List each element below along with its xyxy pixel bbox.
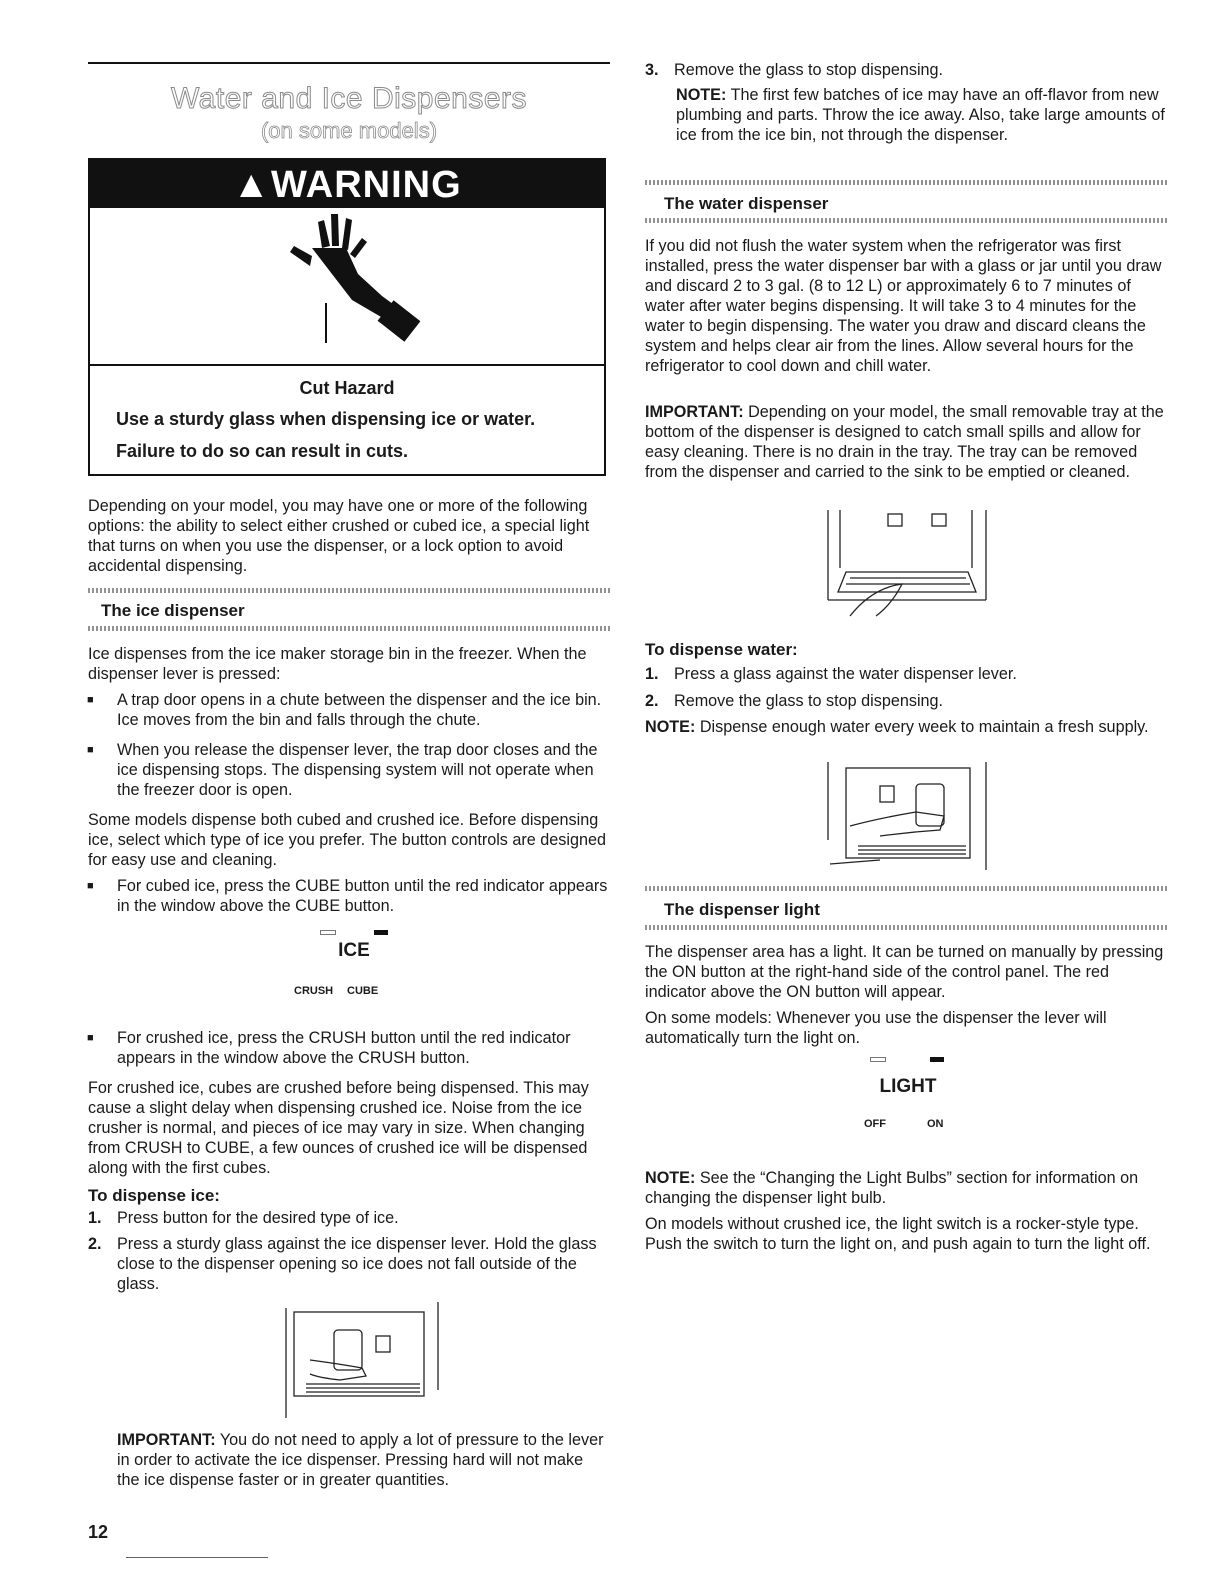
page-number: 12 <box>88 1522 109 1542</box>
warning-box <box>88 158 606 476</box>
step-text: Press a glass against the water dispenser lever. <box>674 665 1017 683</box>
note-3 <box>645 1168 1168 1208</box>
ice-paragraph-3: For crushed ice, cubes are crushed before being dispensed. This may cause a slight delay when dispensing crushed ice. Noise from the ice crusher is normal, and pieces of ice may vary in size. When changing from CRUSH to CUBE, a few ounces of crushed ice will be dispensed along with the first cubes. <box>88 1079 589 1177</box>
note-text: Dispense enough water every week to maintain a fresh supply. <box>695 718 1149 736</box>
dispense-water-heading: To dispense water: <box>645 640 798 659</box>
crush-button[interactable]: CRUSH <box>294 985 334 997</box>
page-title: Water and Ice Dispensers <box>170 82 528 115</box>
light-paragraph-3: On models without crushed ice, the light switch is a rocker-style type. Push the switch to turn the light on, and push again to turn the light off. <box>645 1215 1151 1253</box>
off-button[interactable]: OFF <box>864 1118 886 1130</box>
footer-link-line <box>126 1557 268 1558</box>
note-1 <box>676 85 1166 145</box>
on-indicator <box>930 1057 944 1062</box>
step-number: 3. <box>645 61 659 79</box>
cube-indicator <box>374 930 388 935</box>
water-dispenser-illustration <box>820 760 992 872</box>
step-item <box>88 1208 610 1228</box>
step-item <box>645 664 1197 684</box>
step-text: Remove the glass to stop dispensing. <box>674 692 944 710</box>
warning-line-2: Failure to do so can result in cuts. <box>116 441 409 461</box>
page-subtitle: (on some models) <box>260 118 438 143</box>
list-item: ■ For cubed ice, press the CUBE button until the red indicator appears in the window above the CUBE button. <box>88 876 610 916</box>
important-note-left <box>117 1430 607 1490</box>
ice-paragraph-1: Ice dispenses from the ice maker storage bin in the freezer. When the dispenser lever is pressed: <box>88 645 587 683</box>
step-item <box>88 1234 610 1294</box>
step-number: 1. <box>645 665 659 683</box>
section-divider <box>645 886 1168 891</box>
list-item: ■ For crushed ice, press the CRUSH button until the red indicator appears in the window above the CRUSH button. <box>88 1028 610 1068</box>
important-text: Depending on your model, the small removable tray at the bottom of the dispenser is designed to catch small spills and allow for easy cleaning. There is no drain in the tray. The tray can be removed from the dispenser and carried to the sink to be emptied or cleaned. <box>645 403 1164 481</box>
list-item: ■ When you release the dispenser lever, the trap door closes and the ice dispensing stops. The dispensing system will not operate when the freezer door is open. <box>88 740 610 800</box>
note-2 <box>645 717 1168 737</box>
important-text: You do not need to apply a lot of pressure to the lever in order to activate the ice dispenser. Pressing hard will not make the ice dispense faster or in greater quantities. <box>117 1431 604 1489</box>
section-divider <box>88 588 610 593</box>
section-divider <box>645 925 1168 930</box>
water-dispenser-heading: The water dispenser <box>664 194 829 213</box>
important-label: IMPORTANT: <box>117 1431 216 1449</box>
important-note-right <box>645 402 1168 482</box>
section-divider <box>645 180 1168 185</box>
note-text: The first few batches of ice may have an off-flavor from new plumbing and parts. Throw the ice away. Also, take large amounts of ice from the ice bin, not through the dispenser. <box>676 86 1165 144</box>
light-panel-label: LIGHT <box>879 1076 937 1097</box>
title-rule <box>88 62 610 64</box>
on-button[interactable]: ON <box>927 1118 944 1130</box>
ice-paragraph-2: Some models dispense both cubed and crushed ice. Before dispensing ice, select which type of ice you prefer. The button controls are designed for easy use and cleaning. <box>88 811 606 869</box>
light-paragraph-2: On some models: Whenever you use the dispenser the lever will automatically turn the light on. <box>645 1009 1107 1047</box>
cube-button[interactable]: CUBE <box>347 985 379 997</box>
note-label: NOTE: <box>645 718 696 736</box>
hazard-title: Cut Hazard <box>299 378 395 398</box>
step-item <box>645 691 1197 711</box>
drip-tray-illustration <box>822 508 992 638</box>
dispenser-light-heading: The dispenser light <box>664 900 820 919</box>
list-item: ■ A trap door opens in a chute between the dispenser and the ice bin. Ice moves from the bin and falls through the chute. <box>88 690 610 730</box>
crush-indicator <box>320 930 336 935</box>
step-text: Press a sturdy glass against the ice dispenser lever. Hold the glass close to the dispenser opening so ice does not fall outside of the glass. <box>117 1235 597 1293</box>
step-number: 2. <box>88 1235 102 1253</box>
off-indicator <box>870 1057 886 1062</box>
ice-dispenser-heading: The ice dispenser <box>101 601 245 620</box>
section-divider <box>645 218 1168 223</box>
warning-line-1: Use a sturdy glass when dispensing ice or water. <box>116 409 536 429</box>
note-label: NOTE: <box>645 1169 696 1187</box>
step-item <box>645 60 1197 80</box>
note-text: See the “Changing the Light Bulbs” section for information on changing the dispenser light bulb. <box>645 1169 1139 1207</box>
step-text: Press button for the desired type of ice. <box>117 1209 399 1227</box>
warning-header <box>90 160 604 208</box>
warning-label: WARNING <box>270 164 462 206</box>
intro-paragraph: Depending on your model, you may have one or more of the following options: the ability to select either crushed or cubed ice, a special light that turns on when you use the dispenser, or a lock option to avoid accidental dispensing. <box>88 497 590 575</box>
dispense-ice-heading: To dispense ice: <box>88 1186 220 1205</box>
warning-triangle-icon: ▲ <box>232 164 271 206</box>
water-paragraph-1: If you did not flush the water system when the refrigerator was first installed, press the water dispenser bar with a glass or jar until you draw and discard 2 to 3 gal. (8 to 12 L) or approximately 6 to 7 minutes of water after water begins dispensing. It will take 3 to 4 minutes for the water to begin dispensing. The water you draw and discard cleans the system and helps clear air from the lines. Allow several hours for the refrigerator to cool down and chill water. <box>645 237 1162 375</box>
section-divider <box>88 626 610 631</box>
note-label: NOTE: <box>676 86 727 104</box>
cut-hazard-pictogram <box>90 208 604 366</box>
ice-panel-label: ICE <box>338 940 370 961</box>
ice-dispenser-illustration <box>270 1300 445 1420</box>
step-number: 1. <box>88 1209 102 1227</box>
light-paragraph-1: The dispenser area has a light. It can be turned on manually by pressing the ON button at the right-hand side of the control panel. The red indicator above the ON button will appear. <box>645 943 1164 1001</box>
cut-hand-icon <box>90 208 604 362</box>
step-number: 2. <box>645 692 659 710</box>
step-text: Remove the glass to stop dispensing. <box>674 61 944 79</box>
important-label: IMPORTANT: <box>645 403 744 421</box>
